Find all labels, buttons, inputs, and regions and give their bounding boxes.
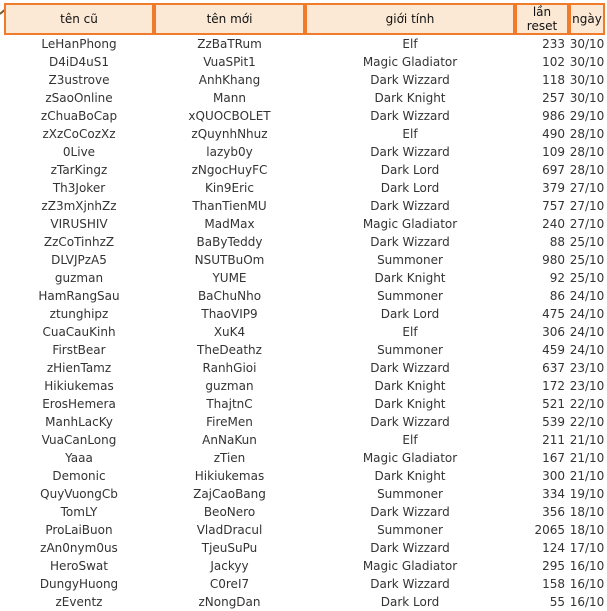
cell-resets: 167 — [542, 451, 565, 465]
table-row — [4, 485, 605, 503]
cell-new-name: ZajCaoBang — [193, 487, 266, 501]
cell-resets: 459 — [542, 343, 565, 357]
cell-date: 27/10 — [569, 181, 605, 195]
cell-new-name: zTien — [213, 451, 246, 465]
header-old-name[interactable]: tên cũ — [4, 3, 154, 35]
cell-resets: 257 — [542, 91, 565, 105]
cell-old-name: zSaoOnline — [45, 91, 113, 105]
cell-old-name: LeHanPhong — [41, 37, 117, 51]
cell-gender: Dark Knight — [374, 397, 446, 411]
cell-resets: 211 — [542, 433, 565, 447]
cell-date: 28/10 — [569, 127, 605, 141]
cell-resets: 2065 — [534, 523, 565, 537]
cell-old-name: ManhLacKy — [45, 415, 113, 429]
cell-gender: Summoner — [377, 289, 443, 303]
cell-date: 30/10 — [569, 73, 605, 87]
cell-gender: Dark Wizzard — [370, 235, 450, 249]
cell-resets: 637 — [542, 361, 565, 375]
cell-new-name: zNongDan — [198, 595, 261, 609]
cell-resets: 102 — [542, 55, 565, 69]
cell-new-name: VladDracul — [196, 523, 263, 537]
cell-date: 23/10 — [569, 379, 605, 393]
cell-date: 18/10 — [569, 523, 605, 537]
cell-new-name: MadMax — [204, 217, 255, 231]
cell-old-name: VuaCanLong — [41, 433, 117, 447]
cell-new-name: lazyb0y — [206, 145, 253, 159]
cell-gender: Dark Knight — [374, 271, 446, 285]
cell-date: 25/10 — [569, 235, 605, 249]
cell-date: 22/10 — [569, 397, 605, 411]
cell-date: 24/10 — [569, 343, 605, 357]
header-resets[interactable]: lần reset — [515, 3, 569, 35]
cell-resets: 697 — [542, 163, 565, 177]
table-row — [4, 467, 605, 485]
cell-gender: Magic Gladiator — [362, 451, 458, 465]
cell-date: 30/10 — [569, 91, 605, 105]
cell-gender: Elf — [402, 433, 418, 447]
cell-old-name: ErosHemera — [42, 397, 116, 411]
cell-gender: Dark Lord — [380, 163, 440, 177]
cell-new-name: guzman — [205, 379, 254, 393]
cell-resets: 521 — [542, 397, 565, 411]
cell-new-name: AnNaKun — [202, 433, 257, 447]
cell-resets: 86 — [549, 289, 565, 303]
cell-gender: Dark Knight — [374, 469, 446, 483]
table-row — [4, 521, 605, 539]
header-new-name[interactable]: tên mới — [154, 3, 305, 35]
table-header-row — [4, 3, 605, 35]
cell-date: 24/10 — [569, 307, 605, 321]
cell-resets: 295 — [542, 559, 565, 573]
table-row — [4, 71, 605, 89]
table-row — [4, 323, 605, 341]
cell-gender: Summoner — [377, 343, 443, 357]
cell-new-name: AnhKhang — [198, 73, 261, 87]
cell-date: 16/10 — [569, 577, 605, 591]
cell-gender: Dark Wizzard — [370, 577, 450, 591]
cell-gender: Dark Wizzard — [370, 361, 450, 375]
cell-date: 18/10 — [569, 505, 605, 519]
cell-gender: Summoner — [377, 523, 443, 537]
cell-date: 24/10 — [569, 325, 605, 339]
cell-new-name: ThanTienMU — [192, 199, 267, 213]
cell-old-name: TomLY — [60, 505, 98, 519]
table-row — [4, 215, 605, 233]
cell-date: 27/10 — [569, 199, 605, 213]
table-row — [4, 107, 605, 125]
table-row — [4, 413, 605, 431]
cell-old-name: zHienTamz — [46, 361, 112, 375]
cell-date: 25/10 — [569, 271, 605, 285]
table-row — [4, 359, 605, 377]
cell-gender: Magic Gladiator — [362, 559, 458, 573]
cell-new-name: RanhGioi — [202, 361, 257, 375]
cell-resets: 88 — [549, 235, 565, 249]
cell-new-name: TjeuSuPu — [201, 541, 258, 555]
cell-old-name: HamRangSau — [38, 289, 120, 303]
cell-old-name: Yaaa — [65, 451, 93, 465]
cell-new-name: NSUTBuOm — [194, 253, 265, 267]
cell-date: 16/10 — [569, 559, 605, 573]
table-row — [4, 89, 605, 107]
cell-gender: Dark Lord — [380, 307, 440, 321]
table-row — [4, 431, 605, 449]
cell-gender: Elf — [402, 127, 418, 141]
cell-date: 28/10 — [569, 145, 605, 159]
cell-old-name: Demonic — [52, 469, 106, 483]
cell-new-name: FireMen — [206, 415, 253, 429]
cell-new-name: zNgocHuyFC — [191, 163, 268, 177]
cell-old-name: zZ3mXjnhZz — [41, 199, 117, 213]
cell-resets: 986 — [542, 109, 565, 123]
table-row — [4, 287, 605, 305]
cell-resets: 118 — [542, 73, 565, 87]
cell-new-name: YUME — [212, 271, 247, 285]
cell-old-name: QuyVuongCb — [40, 487, 118, 501]
cell-old-name: D4iD4uS1 — [49, 55, 109, 69]
cell-old-name: DLVJPzA5 — [51, 253, 107, 267]
cell-old-name: Th3Joker — [52, 181, 106, 195]
cell-new-name: Jackyy — [210, 559, 249, 573]
cell-gender: Dark Wizzard — [370, 109, 450, 123]
table-row — [4, 251, 605, 269]
table-row — [4, 125, 605, 143]
table-row — [4, 539, 605, 557]
cell-date: 27/10 — [569, 217, 605, 231]
cell-old-name: zXzCoCozXz — [42, 127, 116, 141]
table-row — [4, 269, 605, 287]
cell-gender: Dark Wizzard — [370, 505, 450, 519]
cell-new-name: Kin9Eric — [205, 181, 254, 195]
rename-history-table — [4, 3, 605, 611]
cell-resets: 475 — [542, 307, 565, 321]
cell-date: 30/10 — [569, 55, 605, 69]
cell-gender: Dark Knight — [374, 91, 446, 105]
cell-date: 19/10 — [569, 487, 605, 501]
cell-old-name: Hikiukemas — [44, 379, 114, 393]
cell-new-name: xQUOCBOLET — [188, 109, 271, 123]
table-row — [4, 161, 605, 179]
cell-gender: Dark Knight — [374, 379, 446, 393]
cell-date: 24/10 — [569, 289, 605, 303]
cell-old-name: zEventz — [55, 595, 103, 609]
table-row — [4, 575, 605, 593]
cell-old-name: VIRUSHIV — [50, 217, 108, 231]
table-row — [4, 377, 605, 395]
cell-gender: Dark Wizzard — [370, 73, 450, 87]
cell-old-name: 0Live — [62, 145, 96, 159]
cell-resets: 158 — [542, 577, 565, 591]
cell-old-name: ZzCoTinhzZ — [43, 235, 115, 249]
table-row — [4, 449, 605, 467]
header-date[interactable]: ngày — [569, 3, 605, 35]
cell-new-name: Hikiukemas — [194, 469, 265, 483]
cell-gender: Dark Wizzard — [370, 145, 450, 159]
cell-old-name: ztunghipz — [49, 307, 109, 321]
cell-new-name: Mann — [213, 91, 246, 105]
cell-resets: 124 — [542, 541, 565, 555]
cell-old-name: zTarKingz — [50, 163, 108, 177]
table-row — [4, 179, 605, 197]
cell-resets: 92 — [549, 271, 565, 285]
table-row — [4, 233, 605, 251]
cell-gender: Elf — [402, 325, 418, 339]
cell-resets: 240 — [542, 217, 565, 231]
cell-new-name: BeoNero — [203, 505, 256, 519]
cell-date: 28/10 — [569, 163, 605, 177]
cell-date: 29/10 — [569, 109, 605, 123]
cell-old-name: ProLaiBuon — [45, 523, 113, 537]
cell-new-name: ZzBaTRum — [197, 37, 262, 51]
cell-resets: 109 — [542, 145, 565, 159]
cell-date: 21/10 — [569, 451, 605, 465]
cell-gender: Dark Lord — [380, 595, 440, 609]
cell-date: 30/10 — [569, 37, 605, 51]
cell-resets: 334 — [542, 487, 565, 501]
cell-resets: 980 — [542, 253, 565, 267]
cell-new-name: VuaSPit1 — [203, 55, 256, 69]
cell-new-name: zQuynhNhuz — [191, 127, 268, 141]
cell-date: 25/10 — [569, 253, 605, 267]
cell-old-name: guzman — [54, 271, 104, 285]
cell-date: 17/10 — [569, 541, 605, 555]
cell-resets: 172 — [542, 379, 565, 393]
cell-old-name: FirstBear — [52, 343, 106, 357]
header-gender[interactable]: giới tính — [305, 3, 515, 35]
table-row — [4, 53, 605, 71]
cell-resets: 356 — [542, 505, 565, 519]
table-row — [4, 503, 605, 521]
cell-gender: Summoner — [377, 253, 443, 267]
table-row — [4, 143, 605, 161]
cell-old-name: zChuaBoCap — [40, 109, 118, 123]
cell-new-name: TheDeathz — [197, 343, 262, 357]
cell-gender: Magic Gladiator — [362, 55, 458, 69]
cell-date: 23/10 — [569, 361, 605, 375]
cell-old-name: HeroSwat — [50, 559, 108, 573]
cell-gender: Dark Wizzard — [370, 199, 450, 213]
table-body — [4, 35, 605, 611]
cell-old-name: DungyHuong — [39, 577, 119, 591]
cell-gender: Dark Wizzard — [370, 541, 450, 555]
cell-gender: Dark Lord — [380, 181, 440, 195]
table-row — [4, 395, 605, 413]
cell-new-name: XuK4 — [213, 325, 246, 339]
cell-date: 16/10 — [569, 595, 605, 609]
cell-gender: Magic Gladiator — [362, 217, 458, 231]
table-row — [4, 557, 605, 575]
cell-new-name: ThajtnC — [206, 397, 253, 411]
cell-old-name: zAn0nym0us — [40, 541, 118, 555]
cell-gender: Summoner — [377, 487, 443, 501]
cell-resets: 300 — [542, 469, 565, 483]
cell-resets: 490 — [542, 127, 565, 141]
cell-resets: 539 — [542, 415, 565, 429]
cell-date: 22/10 — [569, 415, 605, 429]
cell-old-name: CuaCauKinh — [42, 325, 116, 339]
cell-resets: 233 — [542, 37, 565, 51]
cell-old-name: Z3ustrove — [48, 73, 110, 87]
cell-gender: Elf — [402, 37, 418, 51]
cell-new-name: BaChuNho — [197, 289, 262, 303]
table-row — [4, 35, 605, 53]
table-row — [4, 341, 605, 359]
table-row — [4, 305, 605, 323]
cell-date: 21/10 — [569, 469, 605, 483]
cell-resets: 379 — [542, 181, 565, 195]
cell-gender: Dark Wizzard — [370, 415, 450, 429]
cell-resets: 306 — [542, 325, 565, 339]
cell-new-name: ThaoVIP9 — [201, 307, 258, 321]
table-row — [4, 593, 605, 611]
cell-resets: 757 — [542, 199, 565, 213]
cell-resets: 55 — [549, 595, 565, 609]
cell-new-name: C0reI7 — [209, 577, 250, 591]
cell-date: 21/10 — [569, 433, 605, 447]
table-row — [4, 197, 605, 215]
cell-new-name: BaByTeddy — [196, 235, 263, 249]
